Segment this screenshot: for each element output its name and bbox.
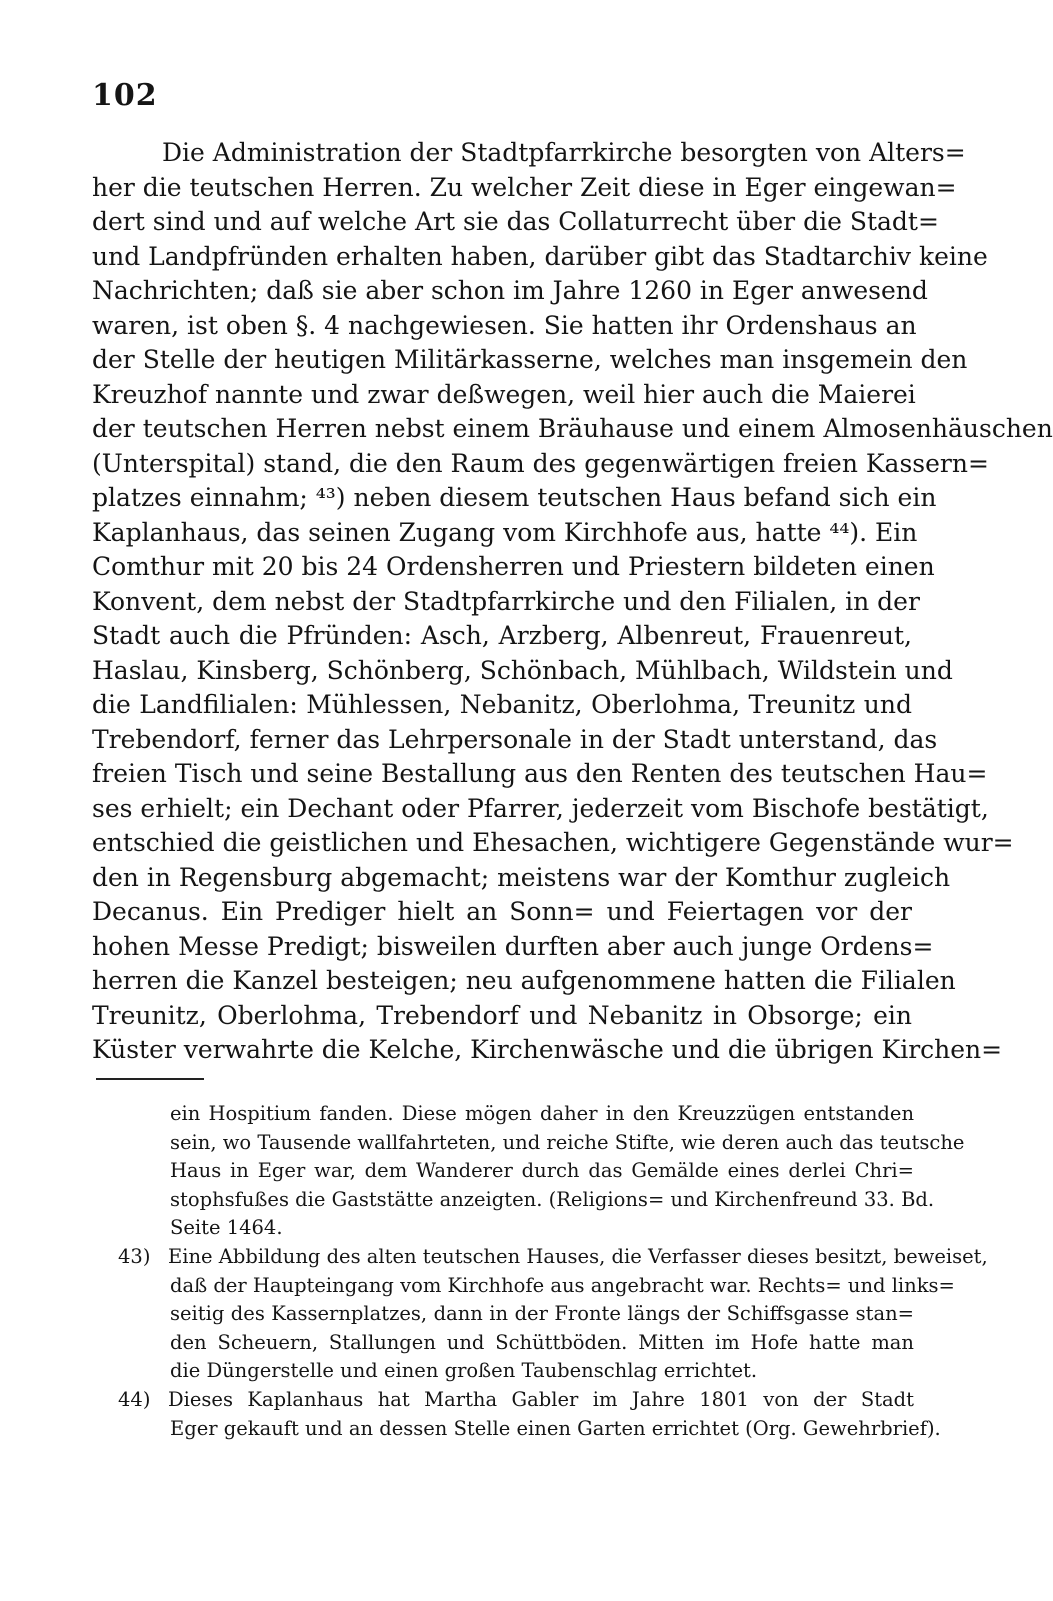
footnote-44 xyxy=(118,1386,914,1415)
footnote-line: Eger gekauft und an dessen Stelle einen Garten errichtet (Org. Gewehrbrief). xyxy=(170,1416,941,1440)
text-line: Kaplanhaus, das seinen Zugang vom Kirchhofe aus, hatte ⁴⁴). Ein xyxy=(92,517,918,547)
text-line: herren die Kanzel besteigen; neu aufgenommene hatten die Filialen xyxy=(92,966,956,995)
text-line: Stadt auch die Pfründen: Asch, Arzberg, Albenreut, Frauenreut, xyxy=(92,621,912,650)
footnote-continuation-line: stophsfußes die Gaststätte anzeigten. (Religions= und Kirchenfreund 33. Bd. xyxy=(170,1187,935,1211)
footnote-line: daß der Haupteingang vom Kirchhofe aus angebracht war. Rechts= und links= xyxy=(170,1273,955,1297)
footnote-line: Eine Abbildung des alten teutschen Hauses, die Verfasser dieses besitzt, beweiset, xyxy=(168,1244,988,1268)
footnote-divider xyxy=(96,1078,204,1080)
text-line: Comthur mit 20 bis 24 Ordensherren und Priestern bildeten einen xyxy=(92,552,935,581)
text-line: die Landfilialen: Mühlessen, Nebanitz, Oberlohma, Treunitz und xyxy=(92,690,912,719)
text-line: Decanus. Ein Prediger hielt an Sonn= und Feiertagen vor der xyxy=(92,897,912,926)
text-line: Küster verwahrte die Kelche, Kirchenwäsche und die übrigen Kirchen= xyxy=(92,1035,1003,1064)
footnote-continuation-line: Seite 1464. xyxy=(170,1216,283,1240)
text-line: Kreuzhof nannte und zwar deßwegen, weil hier auch die Maierei xyxy=(92,379,916,409)
text-line: Haslau, Kinsberg, Schönberg, Schönbach, Mühlbach, Wildstein und xyxy=(92,655,953,685)
text-line: der Stelle der heutigen Militärkasserne, welches man insgemein den xyxy=(92,345,968,374)
footnote-line: seitig des Kassernplatzes, dann in der Fronte längs der Schiffsgasse stan= xyxy=(170,1302,914,1326)
footnote-line: die Düngerstelle und einen großen Taubenschlag errichtet. xyxy=(170,1359,758,1383)
text-line: Die Administration der Stadtpfarrkirche besorgten von Alters= xyxy=(162,138,966,167)
text-line: waren, ist oben §. 4 nachgewiesen. Sie hatten ihr Ordenshaus an xyxy=(92,310,917,340)
text-line: hohen Messe Predigt; bisweilen durften aber auch junge Ordens= xyxy=(92,931,934,961)
footnote-number: 43) xyxy=(118,1244,151,1268)
text-line: freien Tisch und seine Bestallung aus den Renten des teutschen Hau= xyxy=(92,759,988,788)
page-number: 102 xyxy=(92,78,158,113)
footnote-line: Dieses Kaplanhaus hat Martha Gabler im Jahre 1801 von der Stadt xyxy=(168,1387,914,1411)
text-line: Nachrichten; daß sie aber schon im Jahre 1260 in Eger anwesend xyxy=(92,276,928,305)
text-line: den in Regensburg abgemacht; meistens war der Komthur zugleich xyxy=(92,862,951,892)
footnotes-block xyxy=(118,1100,988,1443)
text-line: Trebendorf, ferner das Lehrpersonale in der Stadt unterstand, das xyxy=(92,724,938,754)
text-line: Treunitz, Oberlohma, Trebendorf und Nebanitz in Obsorge; ein xyxy=(92,1000,912,1030)
footnote-continuation-line: Haus in Eger war, dem Wanderer durch das Gemälde eines derlei Chri= xyxy=(170,1159,914,1183)
footnote-line: den Scheuern, Stallungen und Schüttböden. Mitten im Hofe hatte man xyxy=(170,1330,914,1354)
text-line: (Unterspital) stand, die den Raum des gegenwärtigen freien Kassern= xyxy=(92,448,989,478)
text-line: der teutschen Herren nebst einem Bräuhause und einem Almosenhäuschen xyxy=(92,414,1053,443)
text-line: dert sind und auf welche Art sie das Collaturrecht über die Stadt= xyxy=(92,207,939,236)
footnote-number: 44) xyxy=(118,1387,151,1411)
text-line: entschied die geistlichen und Ehesachen, wichtigere Gegenstände wur= xyxy=(92,828,1014,857)
text-line: Konvent, dem nebst der Stadtpfarrkirche und den Filialen, in der xyxy=(92,586,920,616)
text-line: platzes einnahm; ⁴³) neben diesem teutschen Haus befand sich ein xyxy=(92,483,937,512)
text-line: ses erhielt; ein Dechant oder Pfarrer, jederzeit vom Bischofe bestätigt, xyxy=(92,793,989,823)
text-line: her die teutschen Herren. Zu welcher Zeit diese in Eger eingewan= xyxy=(92,172,957,202)
footnote-continuation-line: sein, wo Tausende wallfahrteten, und reiche Stifte, wie deren auch das teutsche xyxy=(170,1130,965,1154)
footnote-43 xyxy=(118,1243,988,1272)
footnote-continuation-line: ein Hospitium fanden. Diese mögen daher in den Kreuzzügen entstanden xyxy=(170,1102,914,1125)
text-line: und Landpfründen erhalten haben, darüber gibt das Stadtarchiv keine xyxy=(92,241,988,271)
main-text-block xyxy=(92,136,1053,1068)
